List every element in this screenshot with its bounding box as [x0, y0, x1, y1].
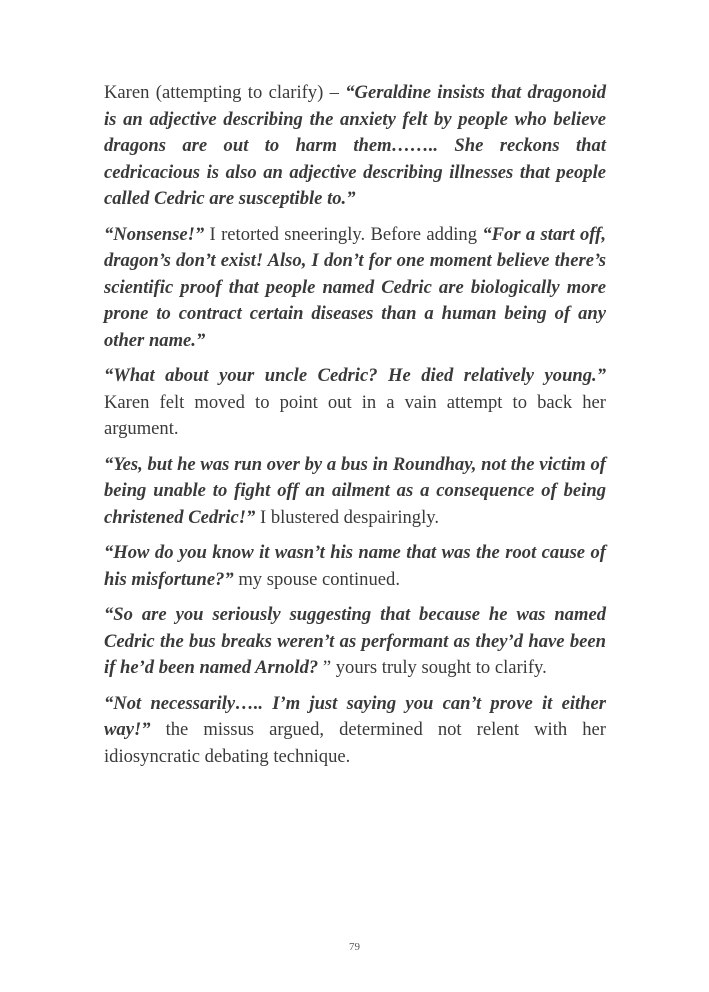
narration-text: ” yours truly sought to clarify.: [318, 657, 547, 678]
paragraph-3: [104, 363, 606, 443]
dialogue-text: “For a start off, dragon’s don’t exist! Also, I don’t for one moment believe there’s scientific proof that people named Cedric are biologically more prone to contract certain diseases than a human being of any other name.”: [104, 223, 606, 351]
dialogue-text: “Yes, but he was run over by a bus in Roundhay, not the victim of being unable to fight off an ailment as a consequence of being christened Cedric!”: [104, 453, 606, 528]
narration-text: Karen (attempting to clarify) –: [104, 82, 346, 103]
dialogue-text: “Geraldine insists that dragonoid is an adjective describing the anxiety felt by people who believe dragons are out to harm them…….. She reckons that cedricacious is also an adjective describing illnesses that people called Cedric are susceptible to.”: [104, 82, 607, 209]
paragraph-6: [104, 602, 606, 682]
page-body: [104, 80, 606, 779]
paragraph-2: [104, 222, 606, 355]
dialogue-text: “Not necessarily….. I’m just saying you can’t prove it either way!”: [104, 692, 606, 740]
dialogue-text: “So are you seriously suggesting that because he was named Cedric the bus breaks weren’t as performant as they’d have been if he’d been named Arnold?: [104, 604, 606, 678]
paragraph-5: [104, 540, 606, 593]
page-number: 79: [349, 941, 360, 953]
narration-text: the missus argued, determined not relent with her idiosyncratic debating technique.: [104, 719, 606, 767]
dialogue-text: “Nonsense!”: [104, 223, 205, 245]
paragraph-1: [104, 80, 606, 213]
paragraph-7: [104, 691, 606, 771]
paragraph-4: [104, 452, 606, 532]
narration-text: I retorted sneeringly. Before adding: [204, 223, 483, 245]
dialogue-text: “What about your uncle Cedric? He died relatively young.”: [104, 365, 606, 386]
narration-text: Karen felt moved to point out in a vain attempt to back her argument.: [104, 391, 606, 439]
narration-text: I blustered despairingly.: [255, 506, 439, 528]
narration-text: my spouse continued.: [233, 568, 400, 590]
dialogue-text: “How do you know it wasn’t his name that was the root cause of his misfortune?”: [104, 542, 606, 590]
